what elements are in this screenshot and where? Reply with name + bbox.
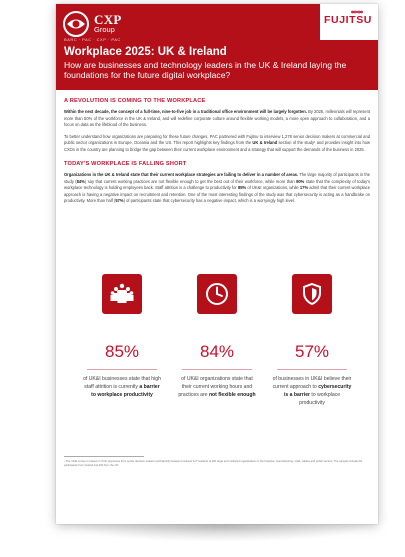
shield-icon xyxy=(299,281,325,307)
stat-flexibility xyxy=(171,274,263,399)
stat-desc-bold: cybersecurity is a barrier xyxy=(283,384,352,398)
section-heading-falling-short: TODAY'S WORKPLACE IS FALLING SHORT xyxy=(64,161,187,167)
logo-sub: Group xyxy=(94,25,115,34)
header-band xyxy=(56,4,378,90)
report-title: Workplace 2025: UK & Ireland xyxy=(64,46,227,58)
section-heading-revolution: A REVOLUTION IS COMING TO THE WORKPLACE xyxy=(64,98,206,104)
stat-desc-tail: to workplace productivity xyxy=(299,392,341,406)
paragraph-study xyxy=(64,134,370,154)
cxp-eye-logo-icon xyxy=(62,10,90,38)
findings-text-d: of UK&I organizations, while xyxy=(246,185,300,190)
stat-description xyxy=(266,375,358,407)
stat-divider xyxy=(87,369,157,370)
stat-description xyxy=(171,375,263,399)
stat-desc-bold: a barrier to workplace productivity xyxy=(91,384,160,398)
stat-desc-text: of UK&I businesses state that high staff attrition is currently xyxy=(83,376,161,390)
stat-value: 57% xyxy=(294,342,330,361)
findings-17: 17% xyxy=(299,185,309,190)
stat-desc-bold: not flexible enough xyxy=(208,392,256,398)
findings-84: 84% xyxy=(76,178,85,184)
stat-divider xyxy=(182,369,252,370)
logo-tagline: BARC · PAC · CXP · PAC xyxy=(64,37,121,42)
logo-name: CXP xyxy=(94,12,122,27)
stat-desc-text: of UK&I organizations state that their current working hours and practices are xyxy=(178,376,253,398)
findings-text-c: state that the complexity of today's workplace technology is holding employees back. Staff attrition is a challenge to productivity for xyxy=(64,178,370,190)
stat-desc-text: of businesses in UK&I believe their current approach to xyxy=(272,376,352,390)
findings-bold: Organizations in the UK & Ireland state that their current workplace strategies are failing to deliver in a number of areas. xyxy=(64,172,299,177)
findings-text-e: admit that their current workplace approach is having a negative impact on recruitment and retention. One of the most interesting findings of the study was that cybersecurity is acting as a handbrake on productivity. More than half ( xyxy=(64,185,370,203)
stat-icon-box xyxy=(292,274,332,314)
findings-90: 90% xyxy=(296,178,305,184)
paragraph-findings xyxy=(64,172,370,205)
findings-text-b: ) say that current working practices are not flexible enough to get the best out of their workforce, while more than xyxy=(84,178,297,184)
findings-57: 57% xyxy=(115,198,124,203)
stat-icon-box xyxy=(197,274,237,314)
stat-description xyxy=(76,375,168,399)
findings-text-f: ) of participants state that cybersecurity has a negative impact, which is a worryingly high level. xyxy=(123,198,296,203)
cxp-logo xyxy=(62,7,192,41)
findings-85: 85% xyxy=(237,185,247,190)
people-group-icon xyxy=(109,281,135,307)
stat-icon-box xyxy=(102,274,142,314)
main-content xyxy=(64,98,370,210)
report-subtitle: How are businesses and technology leaders in the UK & Ireland laying the foundations for the future digital workplace? xyxy=(64,60,347,80)
footnote-divider xyxy=(64,456,144,457)
study-bold: UK & Ireland xyxy=(252,140,278,145)
stat-value: 85% xyxy=(104,342,140,361)
clock-icon xyxy=(204,281,230,307)
fujitsu-logo xyxy=(320,4,378,40)
stat-value: 84% xyxy=(199,342,235,361)
stats-row xyxy=(64,274,370,434)
logo-text xyxy=(94,14,122,34)
stat-cybersecurity xyxy=(266,274,358,407)
intro-bold: Within the next decade, the concept of a full-time, nine-to-five job in a traditional office environment will be largely forgotten. xyxy=(64,109,307,114)
stat-divider xyxy=(277,369,347,370)
study-text-a: To better understand how organizations are preparing for these future changes, PAC partnered with Fujitsu to interview 1,278 senior decision makers at commercial and public sector organizations in Europe, Oceania and the US. This report highlights key findings from the xyxy=(64,133,370,145)
study-text-b: section of the study¹ and provides insight into how CXOs in the country are planning to bridge the gap between their current workplace environment and a strategy that will support the demands of the business in 2025. xyxy=(64,140,370,152)
paragraph-intro xyxy=(64,109,370,129)
document-page xyxy=(56,4,378,524)
findings-text-a: The large majority of participants in the study ( xyxy=(64,172,370,184)
intro-text: By 2025, millennials will represent more than 50% of the workforce in the UK & Ireland, and will redefine corporate culture around flexible working models, a more open approach to collaboration, and a focus on data as the lifeblood of the business. xyxy=(64,109,370,127)
stat-attrition xyxy=(76,274,168,399)
footnote: ¹ The UK&I survey is based on CXO responses from senior decision-makers (self-identify between business & IT leaders) of 281 large and midsized organizations in the financial, manufacturing, retail, utilities and public sectors. The sample includes 81 participants from Ireland and 200 from the UK. xyxy=(64,460,363,467)
fujitsu-wordmark: FUJITSU xyxy=(324,14,372,26)
